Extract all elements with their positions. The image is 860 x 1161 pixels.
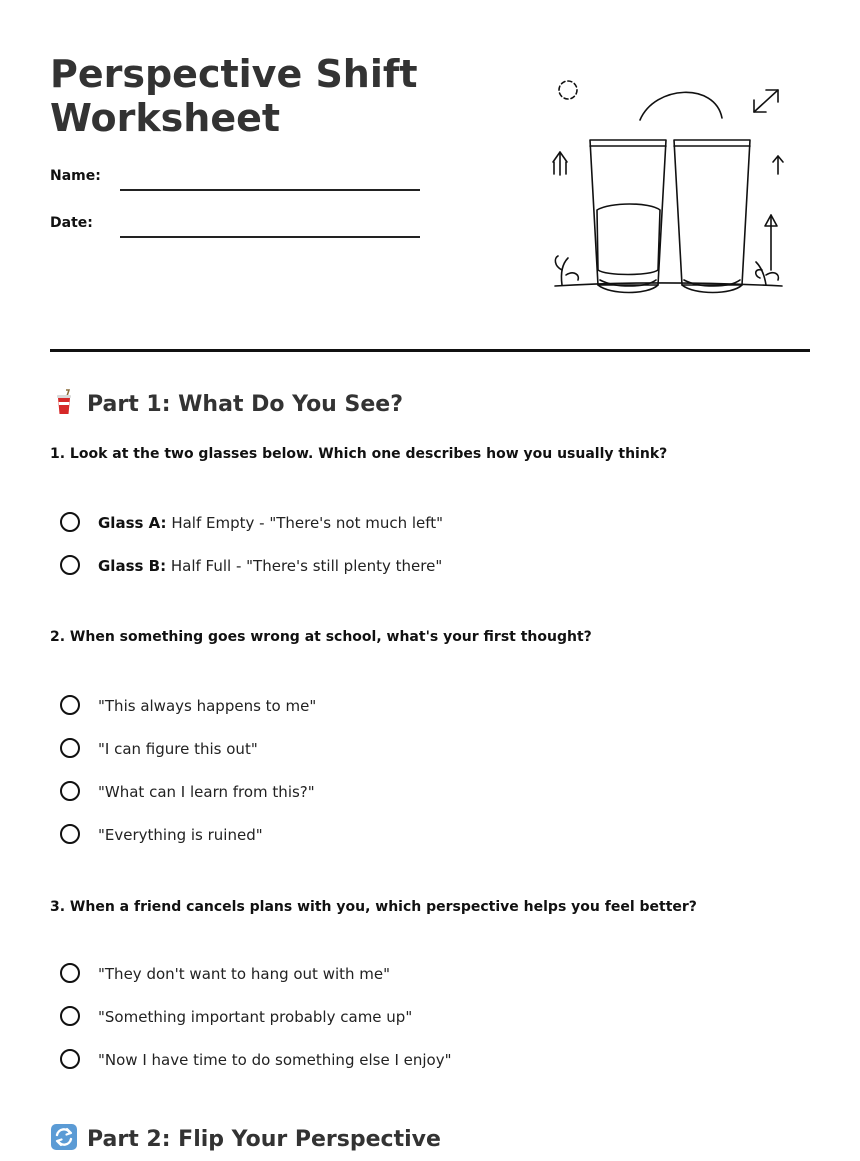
name-input-line[interactable] <box>120 189 420 191</box>
part1-heading-text: Part 1: What Do You See? <box>87 392 403 417</box>
cup-icon <box>50 388 78 416</box>
option-text: "They don't want to hang out with me" <box>98 965 391 983</box>
option-text: Half Full - "There's still plenty there" <box>166 557 443 575</box>
radio-circle[interactable] <box>60 555 80 575</box>
date-input-line[interactable] <box>120 236 420 238</box>
radio-circle[interactable] <box>60 738 80 758</box>
part1-heading <box>50 388 403 420</box>
radio-circle[interactable] <box>60 1049 80 1069</box>
header-divider <box>50 349 810 352</box>
page-title <box>50 52 490 140</box>
name-field[interactable] <box>50 162 430 192</box>
radio-circle[interactable] <box>60 963 80 983</box>
radio-circle[interactable] <box>60 1006 80 1026</box>
part2-heading-text: Part 2: Flip Your Perspective <box>87 1127 441 1152</box>
question-2: 2. When something goes wrong at school, what's your first thought? <box>50 629 592 645</box>
question-3: 3. When a friend cancels plans with you, which perspective helps you feel better? <box>50 899 697 915</box>
title-line-1: Perspective Shift <box>50 52 418 96</box>
radio-circle[interactable] <box>60 512 80 532</box>
option-label: Glass A: <box>98 514 167 532</box>
option-text: "Something important probably came up" <box>98 1008 413 1026</box>
title-line-2: Worksheet <box>50 96 281 140</box>
option-text: "What can I learn from this?" <box>98 783 315 801</box>
date-field[interactable] <box>50 209 430 239</box>
name-label: Name: <box>50 168 101 184</box>
option-text: "Now I have time to do something else I enjoy" <box>98 1051 452 1069</box>
refresh-arrows-icon <box>50 1123 78 1151</box>
radio-circle[interactable] <box>60 781 80 801</box>
question-1: 1. Look at the two glasses below. Which one describes how you usually think? <box>50 446 668 462</box>
option-text: "I can figure this out" <box>98 740 258 758</box>
two-glasses-illustration-icon <box>540 70 790 310</box>
option-text: "This always happens to me" <box>98 697 317 715</box>
option-text: Half Empty - "There's not much left" <box>166 514 444 532</box>
option-label: Glass B: <box>98 557 167 575</box>
date-label: Date: <box>50 215 93 231</box>
option-text: "Everything is ruined" <box>98 826 263 844</box>
part2-heading <box>50 1123 441 1155</box>
radio-circle[interactable] <box>60 824 80 844</box>
radio-circle[interactable] <box>60 695 80 715</box>
